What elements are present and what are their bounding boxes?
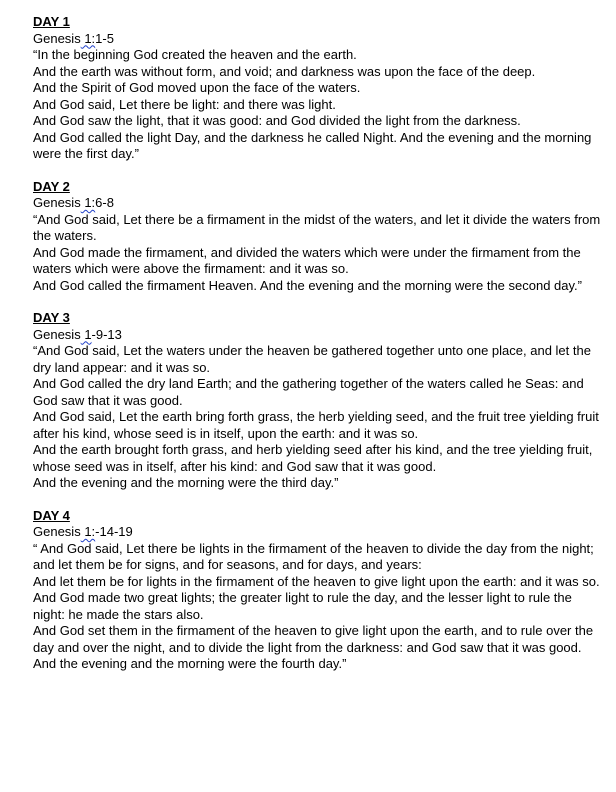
reference-book: Genesis	[33, 30, 81, 46]
verse-line: And the earth was without form, and void; and darkness was upon the face of the deep.	[33, 63, 536, 79]
reference-verses: 6-8	[95, 195, 114, 210]
section-heading: DAY 2	[33, 178, 70, 194]
verse-line: And God said, Let there be light: and there was light.	[33, 96, 336, 112]
reference-book: Genesis	[33, 524, 81, 539]
verse-line: And the evening and the morning were the third day.”	[33, 475, 339, 490]
scripture-reference	[33, 31, 603, 48]
reference-chapter: 1:	[80, 30, 96, 46]
verse-line: And God made the firmament, and divided the waters which were under the firmament from the waters which were above the firmament: and it was so.	[33, 244, 581, 276]
scripture-reference	[33, 195, 603, 212]
day-4-section	[33, 508, 603, 673]
scripture-reference	[33, 327, 603, 344]
verse-line: And the Spirit of God moved upon the face of the waters.	[33, 80, 361, 95]
section-heading: DAY 1	[33, 14, 70, 29]
day-2-section	[33, 179, 603, 295]
verse-line: And the evening and the morning were the fourth day.”	[33, 656, 347, 671]
reference-verses: -9-13	[91, 326, 122, 342]
verse-line: And God made two great lights; the greater light to rule the day, and the lesser light to rule the night: he made the stars also.	[33, 590, 572, 622]
day-3-section	[33, 310, 603, 492]
section-heading: DAY 3	[33, 310, 70, 325]
verse-line: “ And God said, Let there be lights in the firmament of the heaven to divide the day from the night; and let them be for signs, and for seasons, and for days, and years:	[33, 540, 594, 572]
verse-line: And God said, Let the earth bring forth grass, the herb yielding seed, and the fruit tree yielding fruit after his kind, whose seed is in itself, upon the earth: and it was so.	[33, 409, 599, 441]
verse-line: “And God said, Let the waters under the heaven be gathered together unto one place, and let the dry land appear: and it was so.	[33, 343, 591, 375]
verse-line: “In the beginning God created the heaven and the earth.	[33, 47, 357, 62]
reference-chapter: 1	[80, 326, 92, 342]
section-heading: DAY 4	[33, 507, 70, 523]
verse-line: And God called the dry land Earth; and the gathering together of the waters called he Seas: and God saw that it was good.	[33, 376, 584, 408]
reference-verses: 1-5	[95, 30, 114, 46]
day-1-section	[33, 14, 603, 163]
verse-line: And God set them in the firmament of the heaven to give light upon the earth, and to rule over the day and over the night, and to divide the light from the darkness: and God saw that it was good.	[33, 623, 594, 655]
reference-book: Genesis	[33, 195, 81, 210]
reference-chapter: 1:	[80, 524, 96, 539]
document-page	[33, 14, 603, 673]
reference-chapter: 1:	[80, 195, 96, 210]
verse-line: And God called the firmament Heaven. And the evening and the morning were the second day.”	[33, 277, 582, 293]
reference-verses: -14-19	[95, 524, 133, 539]
verse-line: “And God said, Let there be a firmament in the midst of the waters, and let it divide the waters from the waters.	[33, 211, 601, 243]
verse-line: And let them be for lights in the firmament of the heaven to give light upon the earth: and it was so.	[33, 573, 600, 589]
verse-line: And God called the light Day, and the darkness he called Night. And the evening and the morning were the first day.”	[33, 129, 592, 161]
reference-book: Genesis	[33, 326, 81, 342]
scripture-reference	[33, 524, 603, 541]
verse-line: And God saw the light, that it was good: and God divided the light from the darkness.	[33, 113, 521, 128]
verse-line: And the earth brought forth grass, and herb yielding seed after his kind, and the tree yielding fruit, whose seed was in itself, after his kind: and God saw that it was good.	[33, 442, 593, 474]
